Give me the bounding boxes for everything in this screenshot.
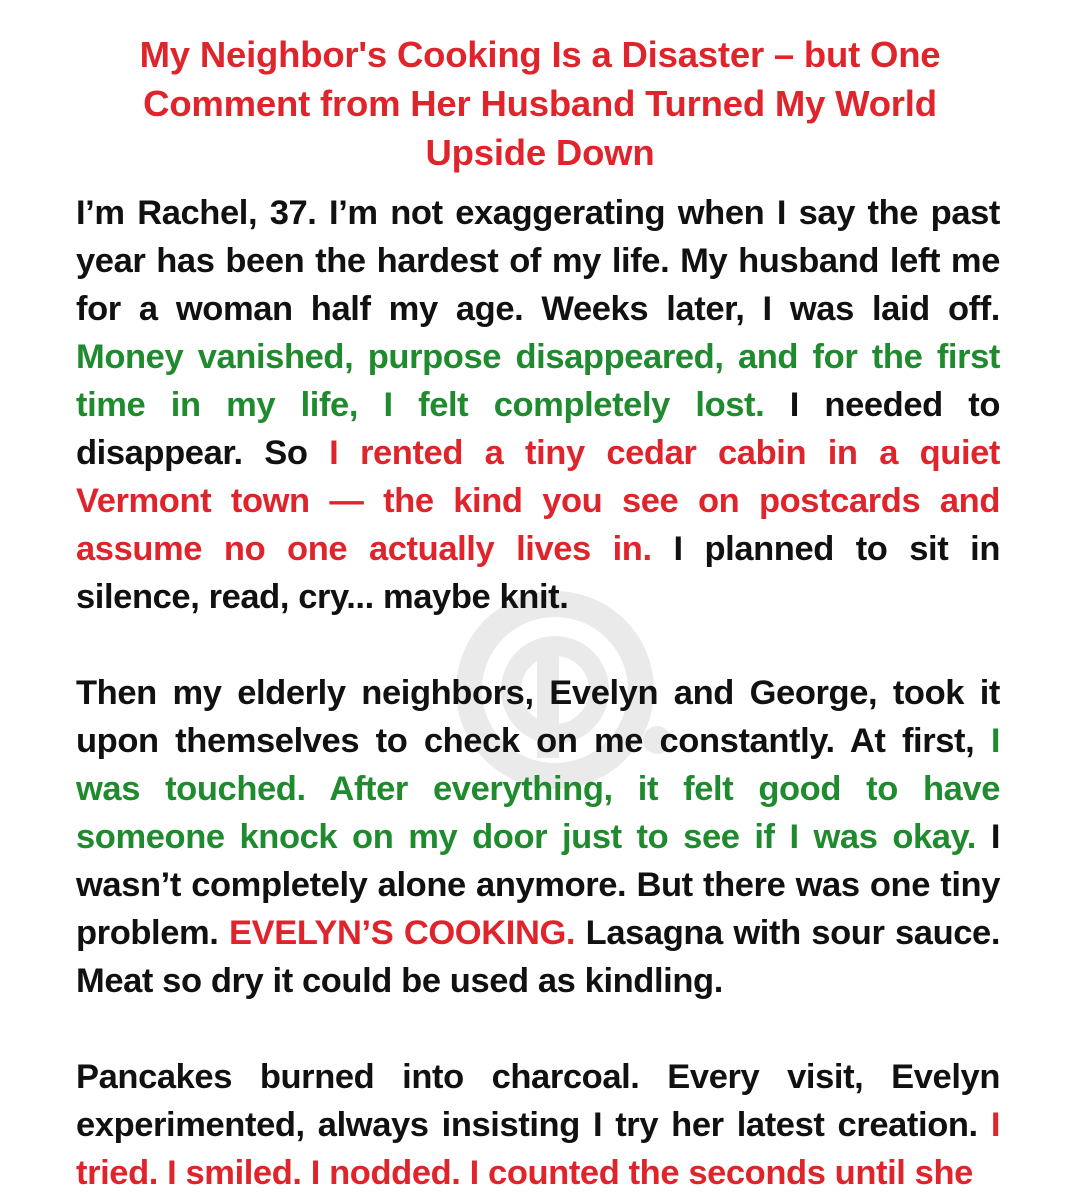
- text-black: Pancakes burned into charcoal. Every visit, Evelyn experimented, always insisting I try her latest creation.: [76, 1058, 1000, 1144]
- text-black: I planned to sit in silence, read, cry... maybe knit.: [76, 530, 1000, 616]
- text-green-highlight: Money vanished, purpose disappeared, and for the first time in my life, I felt completely lost.: [76, 338, 1000, 424]
- paragraph-1: [76, 189, 1000, 621]
- article-body: [76, 189, 1000, 1197]
- text-red-highlight: EVELYN’S COOKING.: [229, 914, 576, 952]
- text-black: I wasn’t completely alone anymore. But there was one tiny problem.: [76, 818, 1001, 952]
- article-title: My Neighbor's Cooking Is a Disaster – but One Comment from Her Husband Turned My World Upside Down: [139, 34, 941, 173]
- text-black: Then my elderly neighbors, Evelyn and George, took it upon themselves to check on me constantly. At first,: [76, 674, 1000, 760]
- paragraph-3: [76, 1053, 1000, 1197]
- text-red-highlight: I tried. I smiled. I nodded. I counted the seconds until she: [76, 1106, 1000, 1192]
- text-black: Lasagna with sour sauce. Meat so dry it could be used as kindling.: [76, 914, 1001, 1000]
- text-green-highlight: I was touched. After everything, it felt good to have someone knock on my door just to see if I was okay.: [76, 722, 1000, 856]
- text-red-highlight: I rented a tiny cedar cabin in a quiet Vermont town — the kind you see on postcards and assume no one actually lives in.: [76, 434, 1000, 568]
- text-black: I’m Rachel, 37. I’m not exaggerating when I say the past year has been the hardest of my life. My husband left me for a woman half my age. Weeks later, I was laid off.: [76, 194, 1000, 328]
- paragraph-2: [76, 669, 1000, 1005]
- text-black: I needed to disappear. So: [76, 386, 1001, 472]
